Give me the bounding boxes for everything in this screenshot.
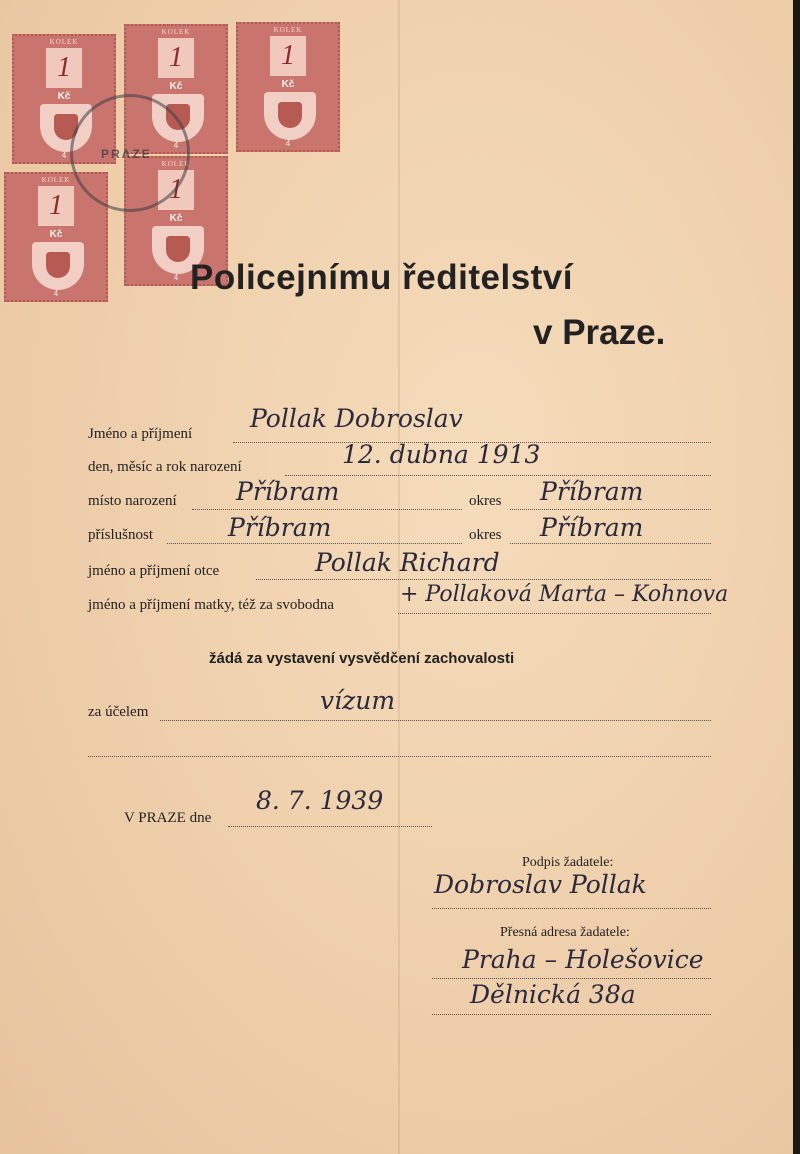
purpose-label: za účelem	[88, 704, 149, 720]
signature-label: Podpis žadatele:	[522, 855, 614, 870]
purpose-line-2	[88, 756, 711, 757]
stamp-number: 4	[61, 151, 67, 160]
address-value-2: Dělnická 38a	[470, 980, 636, 1009]
birthplace-district-label: okres	[469, 493, 502, 509]
stamp-number: 4	[285, 139, 291, 148]
postmark-text: PRAZE	[101, 147, 152, 161]
citizenship-district-label: okres	[469, 527, 502, 543]
birthplace-label: místo narození	[88, 493, 177, 509]
stamp-number: 4	[53, 289, 59, 298]
birthplace-district-value: Příbram	[540, 477, 644, 506]
stamp-currency: Kč	[169, 81, 183, 92]
date-line	[228, 826, 432, 827]
date-label: V PRAZE dne	[124, 810, 212, 826]
citizenship-district-value: Příbram	[540, 513, 644, 542]
purpose-line	[160, 720, 711, 721]
name-label: Jméno a příjmení	[88, 426, 193, 442]
stamp-number: 4	[173, 141, 179, 150]
fold-line	[398, 0, 400, 1154]
heading-line2: v Praze.	[533, 313, 666, 352]
birthplace-line	[192, 509, 462, 510]
address-label: Přesná adresa žadatele:	[500, 925, 630, 940]
address-value-1: Praha – Holešovice	[462, 945, 704, 974]
stamp-label: KOLEK	[49, 38, 79, 46]
citizenship-value: Příbram	[228, 513, 332, 542]
stamp-label: KOLEK	[161, 160, 191, 168]
date-value: 8. 7. 1939	[256, 786, 384, 815]
dob-label: den, měsíc a rok narození	[88, 459, 242, 475]
birthplace-district-line	[510, 509, 711, 510]
father-line	[256, 579, 711, 580]
coat-of-arms-icon	[32, 242, 84, 290]
father-value: Pollak Richard	[315, 548, 500, 577]
stamp-value: 1	[158, 38, 194, 78]
stamp-currency: Kč	[281, 79, 295, 90]
signature-value: Dobroslav Pollak	[434, 870, 647, 899]
citizenship-label: příslušnost	[88, 527, 154, 543]
dob-line	[285, 475, 711, 476]
revenue-stamp	[236, 22, 340, 152]
stamp-label: KOLEK	[161, 28, 191, 36]
purpose-value: vízum	[320, 686, 396, 715]
mother-label: jméno a příjmení matky, též za svobodna	[88, 597, 335, 613]
name-value: Pollak Dobroslav	[250, 404, 463, 433]
stamp-value: 1	[46, 48, 82, 88]
dob-value: 12. dubna 1913	[342, 440, 541, 469]
stamp-value: 1	[38, 186, 74, 226]
stamp-currency: Kč	[57, 91, 71, 102]
address-line-1	[432, 978, 711, 979]
request-text: žádá za vystavení vysvědčení zachovalosti	[209, 650, 515, 667]
mother-line	[398, 613, 711, 614]
address-line-2	[432, 1014, 711, 1015]
stamp-label: KOLEK	[41, 176, 71, 184]
stamp-currency: Kč	[169, 213, 183, 224]
citizenship-line	[167, 543, 462, 544]
page-edge	[793, 0, 800, 1154]
father-label: jméno a příjmení otce	[88, 563, 220, 579]
stamp-label: KOLEK	[273, 26, 303, 34]
stamp-number: 4	[173, 273, 179, 282]
birthplace-value: Příbram	[236, 477, 340, 506]
mother-value: + Pollaková Marta – Kohnova	[400, 582, 729, 607]
stamp-value: 1	[270, 36, 306, 76]
postmark	[70, 94, 190, 212]
heading-line1: Policejnímu ředitelství	[190, 258, 573, 297]
coat-of-arms-icon	[264, 92, 316, 140]
stamp-value: 1	[158, 170, 194, 210]
signature-line	[432, 908, 711, 909]
citizenship-district-line	[510, 543, 711, 544]
stamp-currency: Kč	[49, 229, 63, 240]
